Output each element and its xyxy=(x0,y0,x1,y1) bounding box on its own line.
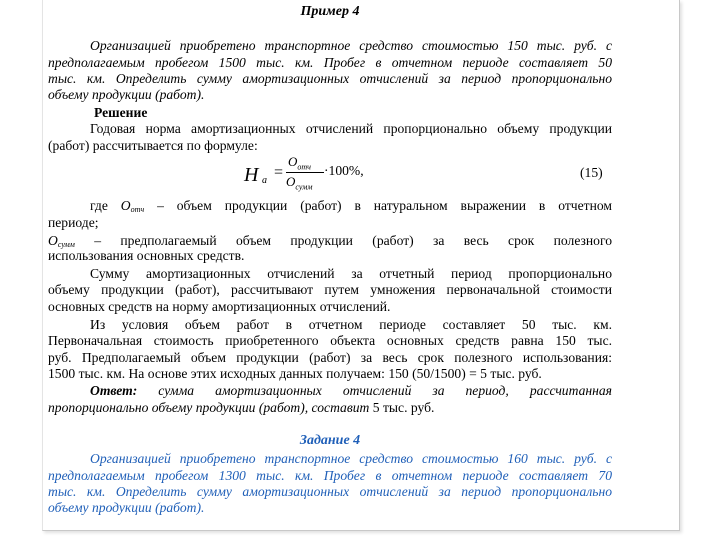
answer-line: пропорционально объему продукции (работ), составит 5 тыс. руб. xyxy=(48,400,435,415)
solution-intro-line: (работ) рассчитывается по формуле: xyxy=(48,138,258,153)
answer-line: Ответ: сумма амортизационных отчислений за период, рассчитанная xyxy=(90,383,612,398)
calc-line: Из условия объем работ в отчетном периоде составляет 50 тыс. км. xyxy=(90,317,612,332)
assignment-line: Организацией приобретено транспортное средство стоимостью 160 тыс. руб. с xyxy=(90,451,612,466)
example-task-line: объему продукции (работ). xyxy=(48,87,205,102)
example-task-line: предполагаемым пробегом 1500 тыс. км. Пробег в отчетном периоде составляет 50 xyxy=(48,55,612,70)
calc-line: 1500 тыс. км. На основе этих исходных данных получаем: 150 (50/1500) = 5 тыс. руб. xyxy=(48,366,542,381)
calc-line: руб. Предполагаемый объем продукции (работ) за весь срок полезного использования: xyxy=(48,350,612,365)
example-task-line: тыс. км. Определить сумму амортизационных отчислений за период пропорционально xyxy=(48,71,612,86)
formula-denominator: $О_{сумм}$ xyxy=(286,174,313,192)
formula-symbol: Н xyxy=(244,164,259,186)
example-task-line: Организацией приобретено транспортное средство стоимостью 150 тыс. руб. с xyxy=(90,38,612,53)
where-line: использования основных средств. xyxy=(48,248,245,263)
assignment-line: объему продукции (работ). xyxy=(48,500,205,515)
rule-line: объему продукции (работ), рассчитывают путем умножения первоначальной стоимости xyxy=(48,282,612,297)
formula-symbol-sub: а xyxy=(262,175,267,186)
assignment-title: Задание 4 xyxy=(299,433,361,448)
assignment-line: предполагаемым пробегом 1300 тыс. км. Пробег в отчетном периоде составляет 70 xyxy=(48,468,612,483)
where-line: периоде; xyxy=(48,215,99,230)
formula-number: (15) xyxy=(580,165,603,180)
calc-line: Первоначальная стоимость приобретенного объекта основных средств равна 150 тыс. xyxy=(48,333,612,348)
depreciation-formula xyxy=(244,154,384,194)
where-line: $О_{сумм}$ – предполагаемый объем продукции (работ) за весь срок полезного xyxy=(48,233,612,249)
where-line: где $О_{отч}$ – объем продукции (работ) в натуральном выражении в отчетном xyxy=(90,198,612,214)
formula-fraction-bar xyxy=(286,172,324,173)
solution-heading: Решение xyxy=(94,105,148,120)
rule-line: основных средств на норму амортизационных отчислений. xyxy=(48,299,391,314)
formula-multiplier: ·100%, xyxy=(324,163,364,178)
assignment-line: тыс. км. Определить сумму амортизационных отчислений за период пропорционально xyxy=(48,484,612,499)
formula-equals: = xyxy=(274,164,284,181)
example-title: Пример 4 xyxy=(300,4,360,19)
solution-intro-line: Годовая норма амортизационных отчислений пропорционально объему продукции xyxy=(90,121,612,136)
formula-numerator: $О_{отч}$ xyxy=(288,154,311,172)
rule-line: Сумму амортизационных отчислений за отчетный период пропорционально xyxy=(90,266,612,281)
answer-label: Ответ: xyxy=(90,383,138,398)
